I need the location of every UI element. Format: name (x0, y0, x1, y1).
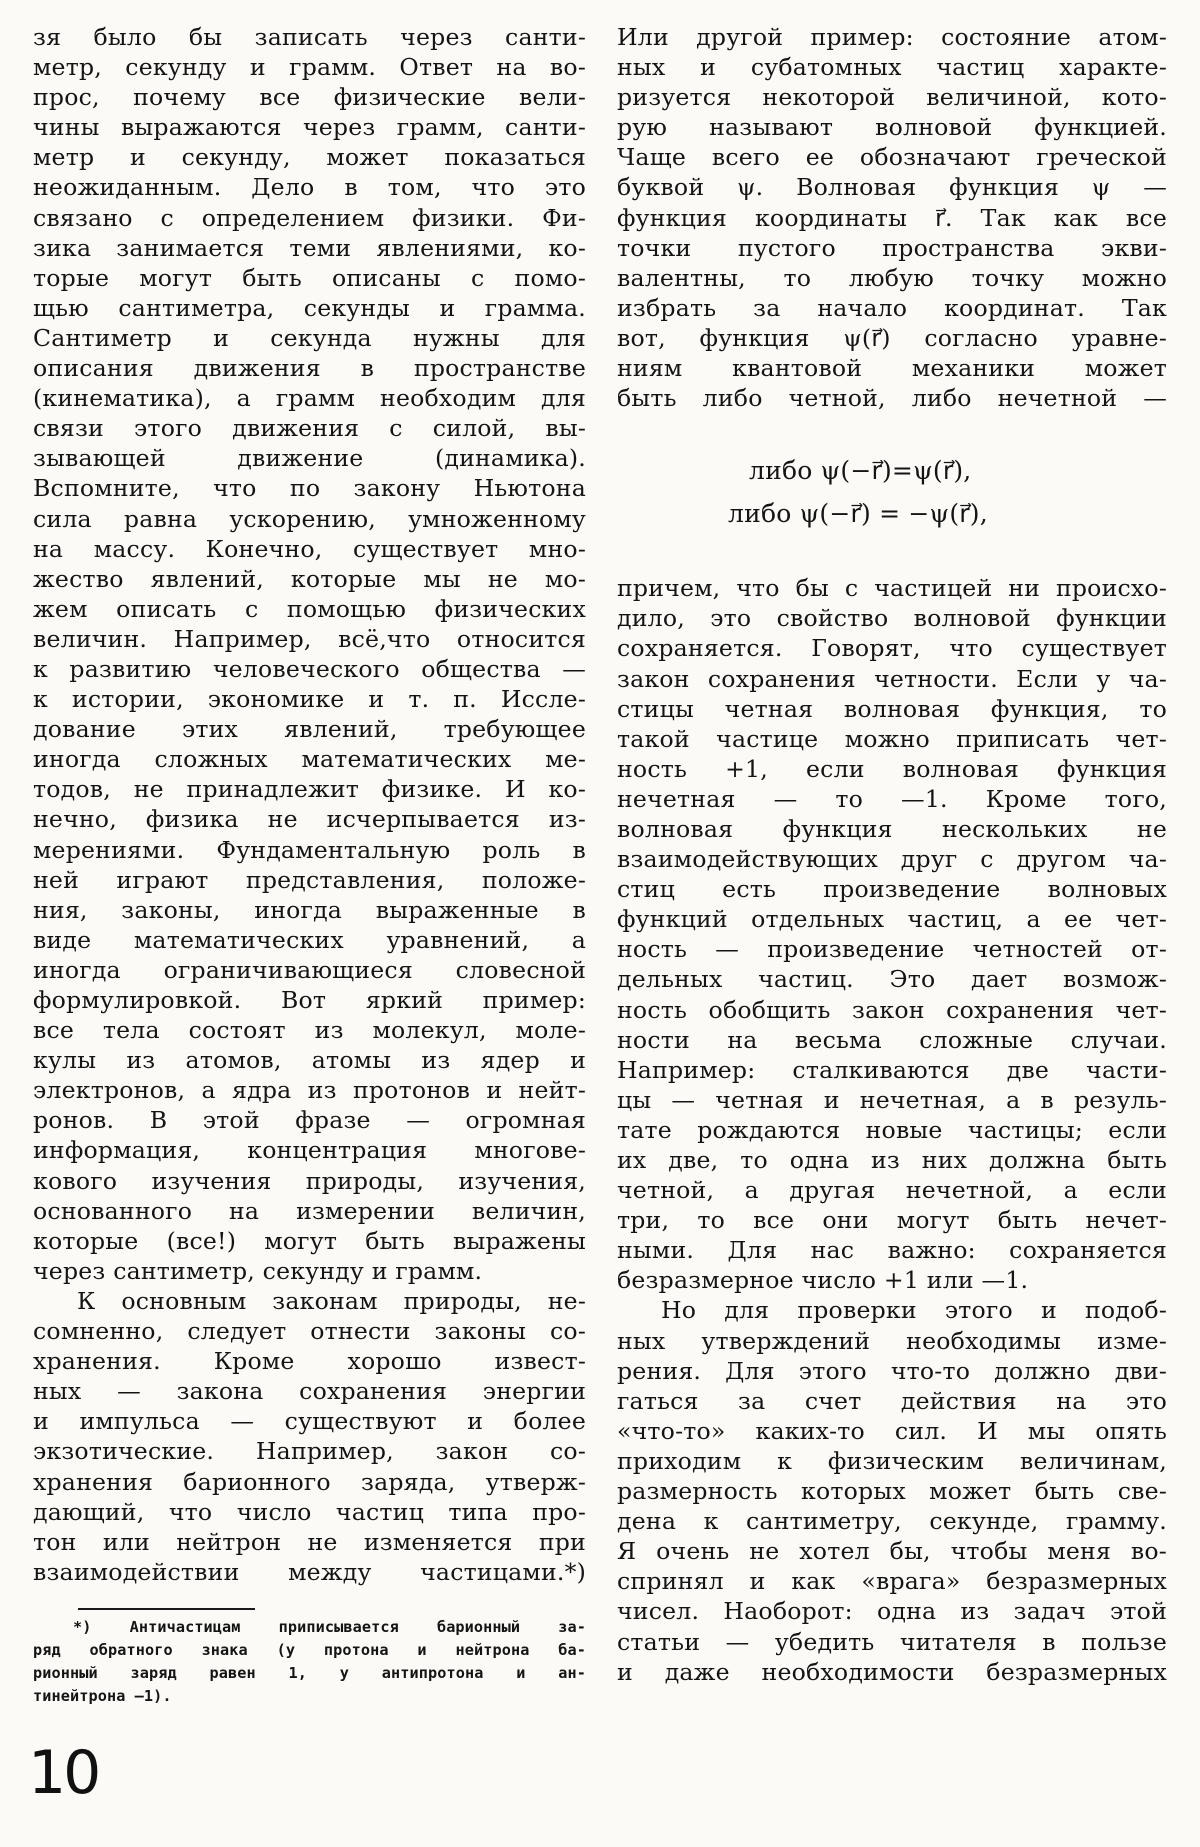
text-line: сомненно, следует отнести законы со- (33, 1317, 586, 1346)
text-line: связи этого движения с силой, вы- (33, 414, 586, 443)
text-line: зя было бы записать через санти- (33, 23, 586, 51)
footnote-line: тинейтрона —1). (33, 1687, 172, 1705)
text-line: взаимодействующих друг с другом ча- (617, 845, 1167, 874)
text-line: к развитию человеческого общества — (33, 654, 586, 683)
text-line: кового изучения природы, изучения, (33, 1166, 586, 1195)
text-line: и импульса — существуют и более (33, 1407, 586, 1436)
formula-even: либо ψ(−r⃗)=ψ(r⃗), (749, 456, 972, 486)
text-line: рую называют волновой функцией. (617, 113, 1167, 142)
text-line: «что-то» каких-то сил. И мы опять (617, 1416, 1167, 1445)
text-line: функций отдельных частиц, а ее чет- (617, 905, 1167, 934)
text-line: нечно, физика не исчерпывается из- (33, 805, 586, 834)
left-column (33, 22, 586, 1587)
text-line: прос, почему все физические вели- (33, 83, 586, 112)
text-line: ности на весьма сложные случаи. (617, 1025, 1167, 1054)
formula-block (617, 449, 1167, 535)
text-line: причем, что бы с частицей ни происхо- (617, 574, 1167, 603)
text-line: основанного на измерении величин, (33, 1196, 586, 1225)
footnote-line: рионный заряд равен 1, у антипротона и ан- (33, 1664, 586, 1682)
text-line: все тела состоят из молекул, моле- (33, 1016, 586, 1045)
text-line: электронов, а ядра из протонов и нейт- (33, 1076, 586, 1105)
page-number: 10 (28, 1738, 99, 1808)
text-line: жем описать с помощью физических (33, 594, 586, 623)
text-line: мерениями. Фундаментальную роль в (33, 835, 586, 864)
text-line: их две, то одна из них должна быть (617, 1146, 1167, 1174)
text-line: неожиданным. Дело в том, что это (33, 173, 586, 202)
text-line: стицы четная волновая функция, то (617, 694, 1167, 723)
text-line: дельных частиц. Это дает возмож- (617, 965, 1167, 994)
text-line: величин. Например, всё,что относится (33, 624, 586, 653)
text-line: цы — четная и нечетная, а в резуль- (617, 1085, 1167, 1114)
text-line: связано с определением физики. Фи- (33, 203, 586, 232)
text-line: ность — произведение четностей от- (617, 935, 1167, 964)
text-line: иногда ограничивающиеся словесной (33, 955, 586, 984)
footnote-line: *) Античастицам приписывается барионный за- (73, 1618, 586, 1636)
text-line: ными. Для нас важно: сохраняется (617, 1236, 1167, 1265)
text-line: сохраняется. Говорят, что существует (617, 634, 1167, 663)
text-line: на массу. Конечно, существует мно- (33, 534, 586, 563)
text-line: к истории, экономике и т. п. Иссле- (33, 685, 586, 714)
text-line: функция координаты r⃗. Так как все (617, 203, 1167, 232)
text-line: три, то все они могут быть нечет- (617, 1206, 1167, 1235)
text-line: виде математических уравнений, а (33, 925, 586, 954)
text-line: К основным законам природы, не- (77, 1286, 586, 1315)
text-line: ных утверждений необходимы изме- (617, 1326, 1167, 1355)
text-line: вот, функция ψ(r⃗) согласно уравне- (617, 323, 1167, 352)
text-line: приходим к физическим величинам, (617, 1446, 1167, 1475)
text-line: Чаще всего ее обозначают греческой (617, 143, 1167, 172)
text-line: тате рождаются новые частицы; если (617, 1115, 1167, 1144)
text-line: иногда сложных математических ме- (33, 745, 586, 774)
text-line: дающий, что число частиц типа про- (33, 1497, 586, 1526)
text-line: безразмерное число +1 или —1. (617, 1266, 1029, 1295)
text-line: стиц есть произведение волновых (617, 875, 1167, 904)
text-line: ниям квантовой механики может (617, 354, 1167, 383)
text-line: ризуется некоторой величиной, кото- (617, 83, 1167, 112)
text-line: Сантиметр и секунда нужны для (33, 323, 586, 352)
text-line: закон сохранения четности. Если у ча- (617, 664, 1167, 693)
footnote-line: ряд обратного знака (у протона и нейтрона ба- (33, 1641, 586, 1659)
text-line: буквой ψ. Волновая функция ψ — (617, 173, 1167, 202)
text-line: нечетная — то —1. Кроме того, (617, 784, 1167, 813)
text-line: чисел. Наоборот: одна из задач этой (617, 1597, 1167, 1626)
text-line: дование этих явлений, требующее (33, 715, 586, 744)
text-line: быть либо четной, либо нечетной — (617, 384, 1167, 413)
text-line: жество явлений, которые мы не мо- (33, 564, 586, 593)
text-line: щью сантиметра, секунды и грамма. (33, 293, 586, 322)
text-line: статьи — убедить читателя в пользе (617, 1627, 1167, 1656)
text-line: ния, законы, иногда выраженные в (33, 895, 586, 924)
text-line: Я очень не хотел бы, чтобы меня во- (617, 1537, 1167, 1566)
text-line: описания движения в пространстве (33, 354, 586, 383)
text-line: спринял и как «врага» безразмерных (617, 1567, 1167, 1596)
text-line: ность +1, если волновая функция (617, 754, 1167, 783)
text-line: тодов, не принадлежит физике. И ко- (33, 775, 586, 804)
text-line: дило, это свойство волновой функции (617, 604, 1167, 633)
text-line: ней играют представления, положе- (33, 865, 586, 894)
text-line: чины выражаются через грамм, санти- (33, 113, 586, 142)
text-line: хранения барионного заряда, утверж- (33, 1467, 586, 1496)
text-line: Вспомните, что по закону Ньютона (33, 474, 586, 503)
formula-odd: либо ψ(−r⃗) = −ψ(r⃗), (728, 499, 988, 529)
text-line: метр, секунду и грамм. Ответ на во- (33, 53, 586, 82)
text-line: через сантиметр, секунду и грамм. (33, 1256, 483, 1285)
text-line: ных и субатомных частиц характе- (617, 53, 1167, 82)
text-line: волновая функция нескольких не (617, 814, 1167, 843)
text-line: торые могут быть описаны с помо- (33, 263, 586, 292)
text-line: такой частице можно приписать чет- (617, 724, 1167, 753)
text-line: зывающей движение (динамика). (33, 444, 586, 473)
text-line: информация, концентрация многове- (33, 1136, 586, 1165)
text-line: хранения. Кроме хорошо извест- (33, 1347, 586, 1376)
text-line: взаимодействии между частицами.*) (33, 1557, 586, 1586)
text-line: ность обобщить закон сохранения чет- (617, 995, 1167, 1024)
text-line: ронов. В этой фразе — огромная (33, 1106, 586, 1135)
text-line: метр и секунду, может показаться (33, 143, 586, 172)
text-line: избрать за начало координат. Так (617, 293, 1167, 322)
text-line: размерность которых может быть све- (617, 1477, 1167, 1506)
text-line: четной, а другая нечетной, а если (617, 1176, 1167, 1205)
text-line: дена к сантиметру, секунде, грамму. (617, 1507, 1167, 1536)
text-line: формулировкой. Вот яркий пример: (33, 986, 586, 1014)
text-line: валентны, то любую точку можно (617, 263, 1167, 292)
text-line: зика занимается теми явлениями, ко- (33, 233, 586, 262)
text-line: Но для проверки этого и подоб- (661, 1296, 1167, 1325)
text-line: Например: сталкиваются две части- (617, 1055, 1167, 1084)
text-line: кулы из атомов, атомы из ядер и (33, 1046, 586, 1075)
text-line: которые (все!) могут быть выражены (33, 1226, 586, 1255)
footnote-divider (78, 1608, 255, 1610)
text-line: экзотические. Например, закон со- (33, 1437, 586, 1466)
footnote (33, 1616, 586, 1708)
text-line: тон или нейтрон не изменяется при (33, 1527, 586, 1556)
text-line: точки пустого пространства экви- (617, 233, 1167, 262)
text-line: сила равна ускорению, умноженному (33, 504, 586, 533)
text-line: и даже необходимости безразмерных (617, 1657, 1167, 1686)
text-line: гаться за счет действия на это (617, 1386, 1167, 1415)
right-column (617, 22, 1167, 1687)
text-line: (кинематика), а грамм необходим для (33, 384, 586, 413)
text-line: Или другой пример: состояние атом- (617, 23, 1167, 51)
text-line: ных — закона сохранения энергии (33, 1377, 586, 1406)
text-line: рения. Для этого что-то должно дви- (617, 1356, 1167, 1385)
